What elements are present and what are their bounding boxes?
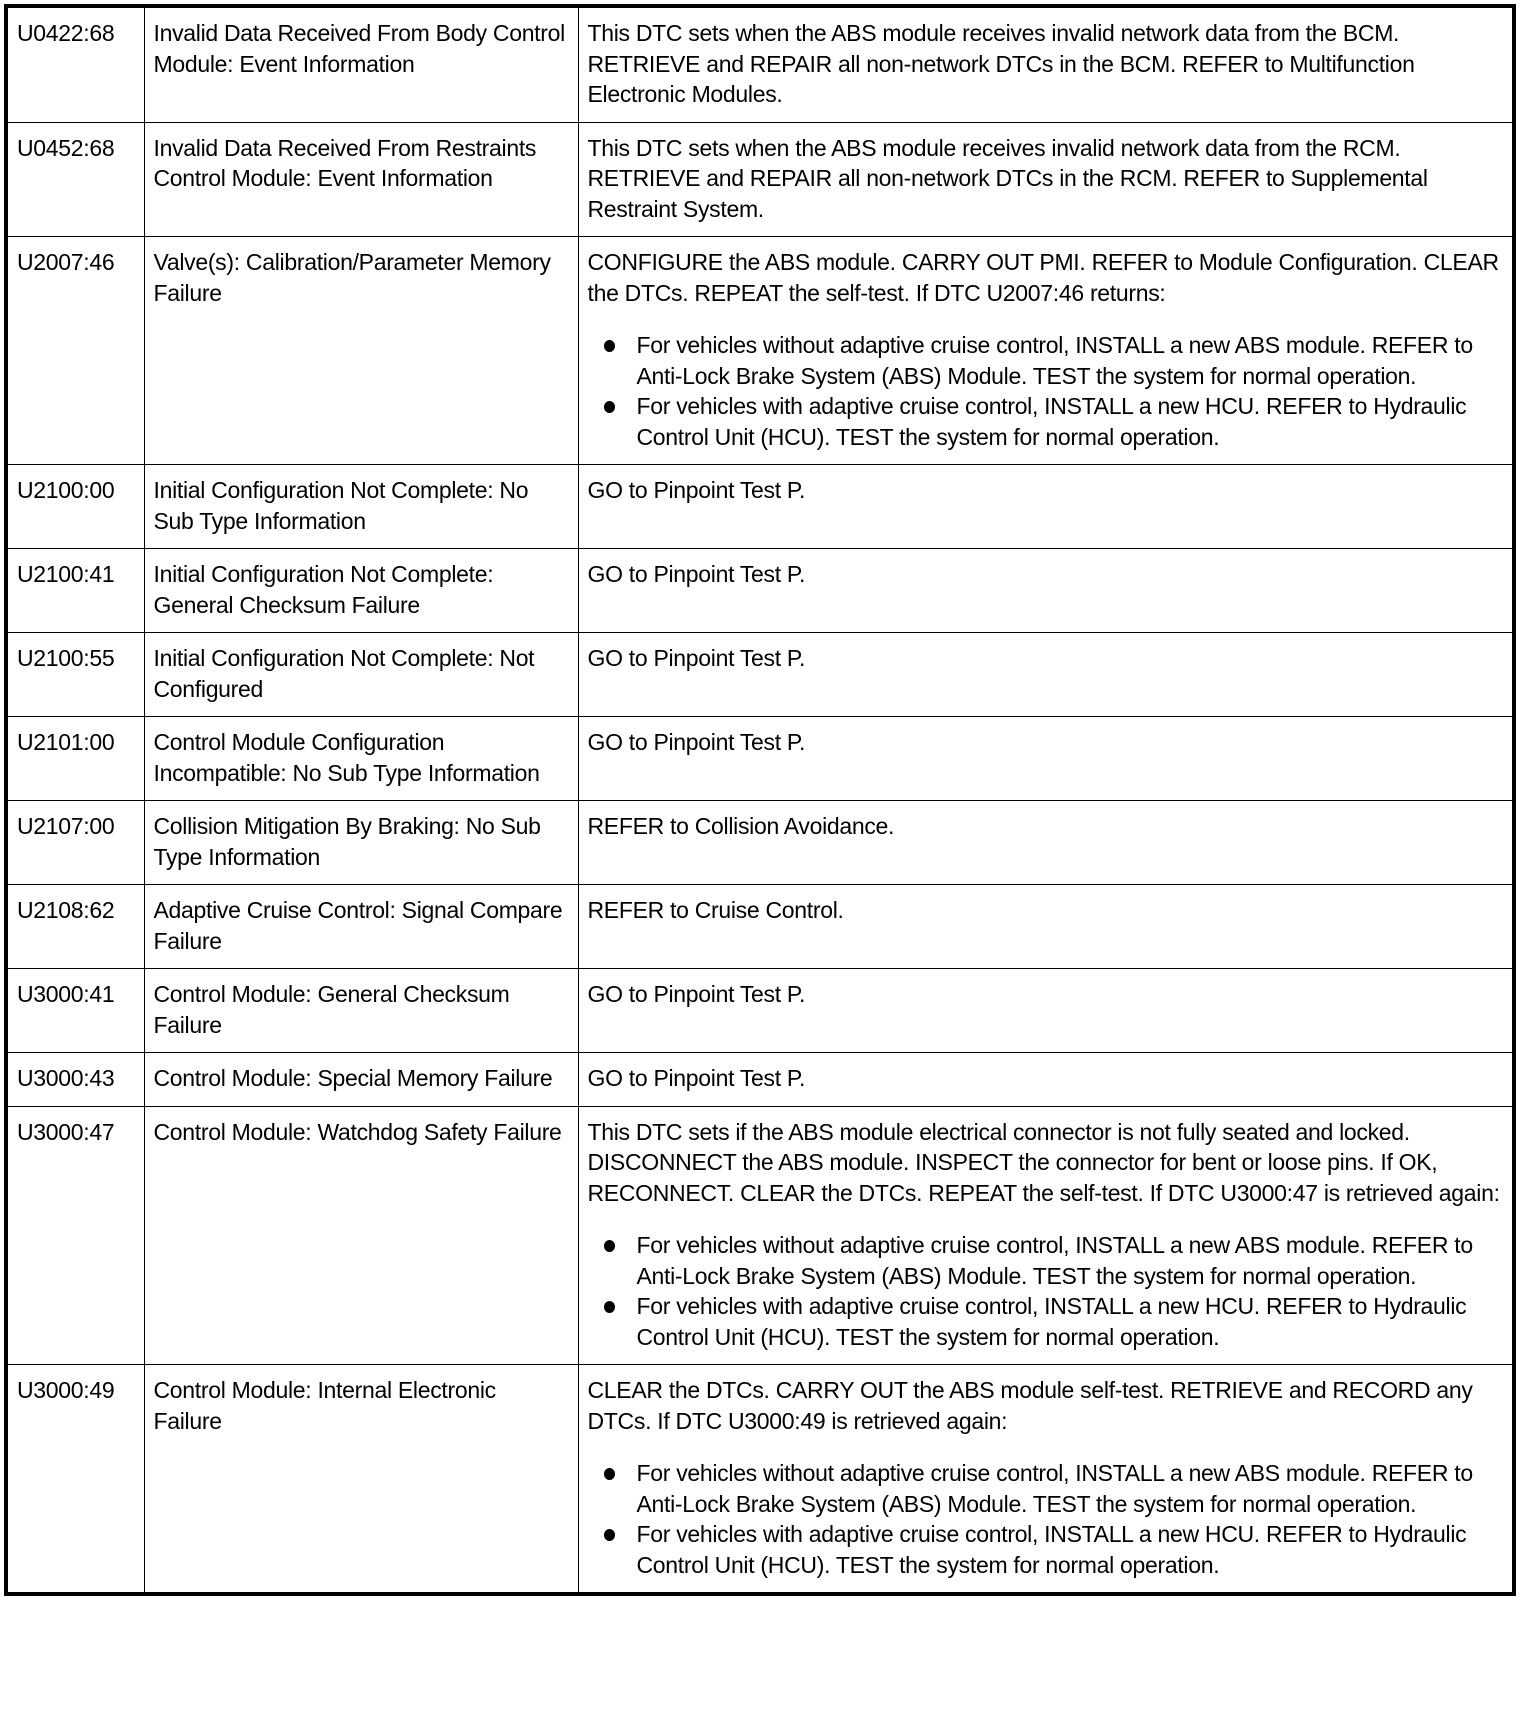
- dtc-code-cell: U2100:55: [6, 633, 144, 717]
- dtc-code-cell: U0452:68: [6, 122, 144, 237]
- action-text: This DTC sets when the ABS module receives invalid network data from the RCM. RETRIEVE and REPAIR all non-network DTCs in the RCM. REFER to Supplemental Restraint System.: [587, 134, 1428, 222]
- table-row: [6, 1106, 1514, 1365]
- dtc-code-cell: U3000:41: [6, 969, 144, 1053]
- dtc-code-cell: U2107:00: [6, 801, 144, 885]
- action-text: This DTC sets when the ABS module receives invalid network data from the BCM. RETRIEVE and REPAIR all non-network DTCs in the BCM. REFER to Multifunction Electronic Modules.: [587, 20, 1415, 107]
- action-bullet-list: [588, 1230, 1505, 1352]
- action-text: REFER to Collision Avoidance.: [587, 813, 895, 839]
- table-row: [6, 969, 1514, 1053]
- table-row: [6, 549, 1514, 633]
- action-bullet-item: For vehicles with adaptive cruise control, INSTALL a new HCU. REFER to Hydraulic Control Unit (HCU). TEST the system for normal operation.: [637, 1291, 1505, 1352]
- table-row: [6, 1365, 1514, 1595]
- dtc-table: [4, 4, 1516, 1596]
- table-row: [6, 1053, 1514, 1107]
- dtc-action-cell: [578, 801, 1514, 885]
- action-bullet-item: For vehicles without adaptive cruise control, INSTALL a new ABS module. REFER to Anti-Lock Brake System (ABS) Module. TEST the system for normal operation.: [637, 1230, 1505, 1291]
- table-row: [6, 465, 1514, 549]
- action-text: GO to Pinpoint Test P.: [587, 561, 806, 587]
- dtc-description-cell: Initial Configuration Not Complete: No Sub Type Information: [144, 465, 578, 549]
- action-text: This DTC sets if the ABS module electrical connector is not fully seated and locked. DISCONNECT the ABS module. INSPECT the connector for bent or loose pins. If OK, RECONNECT. CLEAR the DTCs. REPEAT the self-test. If DTC U3000:47 is retrieved again:: [587, 1118, 1500, 1206]
- dtc-description-cell: Control Module Configuration Incompatible: No Sub Type Information: [144, 717, 578, 801]
- dtc-action-cell: [578, 6, 1514, 122]
- dtc-description-cell: Control Module: Special Memory Failure: [144, 1053, 578, 1107]
- dtc-code-cell: U2101:00: [6, 717, 144, 801]
- dtc-action-cell: [578, 237, 1514, 465]
- dtc-code-cell: U2108:62: [6, 885, 144, 969]
- dtc-description-cell: Invalid Data Received From Restraints Control Module: Event Information: [144, 122, 578, 237]
- dtc-action-cell: [578, 465, 1514, 549]
- table-row: [6, 885, 1514, 969]
- dtc-description-cell: Initial Configuration Not Complete: Not Configured: [144, 633, 578, 717]
- action-bullet-item: For vehicles without adaptive cruise control, INSTALL a new ABS module. REFER to Anti-Lock Brake System (ABS) Module. TEST the system for normal operation.: [637, 1458, 1505, 1519]
- action-text: GO to Pinpoint Test P.: [587, 1065, 806, 1091]
- action-text: CLEAR the DTCs. CARRY OUT the ABS module self-test. RETRIEVE and RECORD any DTCs. If DTC U3000:49 is retrieved again:: [587, 1377, 1473, 1434]
- dtc-code-cell: U2100:41: [6, 549, 144, 633]
- dtc-description-cell: Valve(s): Calibration/Parameter Memory Failure: [144, 237, 578, 465]
- dtc-action-cell: [578, 969, 1514, 1053]
- table-row: [6, 237, 1514, 465]
- dtc-code-cell: U3000:47: [6, 1106, 144, 1365]
- dtc-action-cell: [578, 633, 1514, 717]
- action-text: GO to Pinpoint Test P.: [587, 981, 806, 1007]
- action-bullet-item: For vehicles with adaptive cruise control, INSTALL a new HCU. REFER to Hydraulic Control Unit (HCU). TEST the system for normal operation.: [637, 391, 1505, 452]
- table-row: [6, 6, 1514, 122]
- action-bullet-list: [588, 1458, 1505, 1580]
- dtc-action-cell: [578, 549, 1514, 633]
- dtc-action-cell: [578, 122, 1514, 237]
- action-bullet-item: For vehicles with adaptive cruise control, INSTALL a new HCU. REFER to Hydraulic Control Unit (HCU). TEST the system for normal operation.: [637, 1519, 1505, 1580]
- dtc-description-cell: Initial Configuration Not Complete: General Checksum Failure: [144, 549, 578, 633]
- action-bullet-list: [588, 330, 1505, 452]
- dtc-action-cell: [578, 717, 1514, 801]
- dtc-description-cell: Control Module: Internal Electronic Failure: [144, 1365, 578, 1595]
- action-text: GO to Pinpoint Test P.: [587, 729, 806, 755]
- dtc-action-cell: [578, 885, 1514, 969]
- table-row: [6, 717, 1514, 801]
- dtc-code-cell: U3000:43: [6, 1053, 144, 1107]
- dtc-code-cell: U0422:68: [6, 6, 144, 122]
- dtc-code-cell: U2007:46: [6, 237, 144, 465]
- dtc-description-cell: Control Module: Watchdog Safety Failure: [144, 1106, 578, 1365]
- action-text: GO to Pinpoint Test P.: [587, 645, 806, 671]
- action-text: REFER to Cruise Control.: [587, 897, 844, 923]
- table-row: [6, 122, 1514, 237]
- action-text: CONFIGURE the ABS module. CARRY OUT PMI. REFER to Module Configuration. CLEAR the DTCs. REPEAT the self-test. If DTC U2007:46 returns:: [587, 249, 1499, 306]
- dtc-code-cell: U3000:49: [6, 1365, 144, 1595]
- table-row: [6, 801, 1514, 885]
- dtc-description-cell: Control Module: General Checksum Failure: [144, 969, 578, 1053]
- action-bullet-item: For vehicles without adaptive cruise control, INSTALL a new ABS module. REFER to Anti-Lock Brake System (ABS) Module. TEST the system for normal operation.: [637, 330, 1505, 391]
- dtc-description-cell: Collision Mitigation By Braking: No Sub Type Information: [144, 801, 578, 885]
- dtc-code-cell: U2100:00: [6, 465, 144, 549]
- table-row: [6, 633, 1514, 717]
- dtc-action-cell: [578, 1365, 1514, 1595]
- dtc-action-cell: [578, 1053, 1514, 1107]
- action-text: GO to Pinpoint Test P.: [587, 477, 806, 503]
- dtc-description-cell: Invalid Data Received From Body Control Module: Event Information: [144, 6, 578, 122]
- dtc-description-cell: Adaptive Cruise Control: Signal Compare Failure: [144, 885, 578, 969]
- dtc-action-cell: [578, 1106, 1514, 1365]
